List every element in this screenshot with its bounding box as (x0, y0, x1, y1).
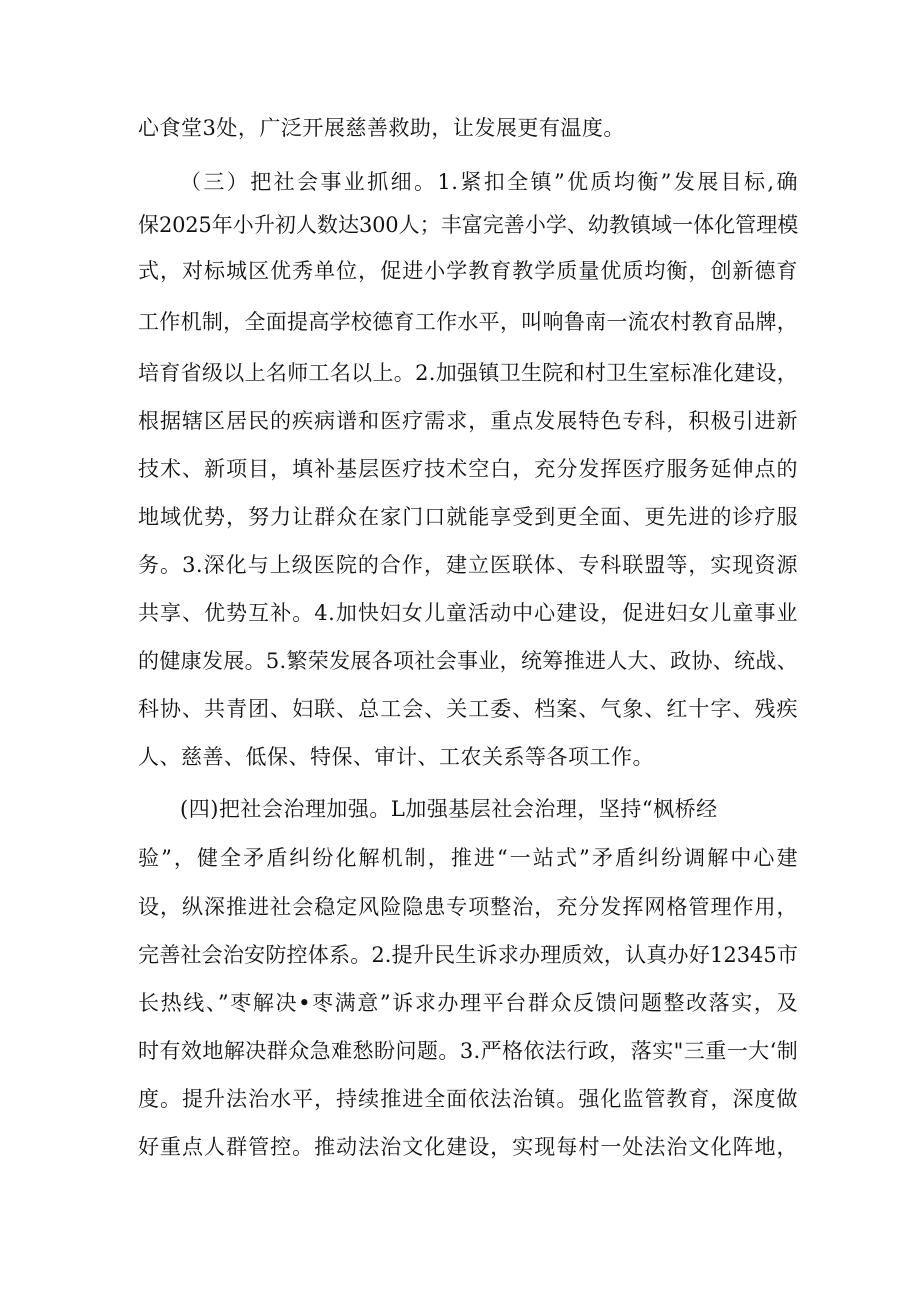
text-line: 度。提升法治水平，持续推进全面依法治镇。强化监管教育，深度做 (138, 1087, 798, 1111)
text-line: 好重点人群管控。推动法治文化建设，实现每村一处法治文化阵地， (138, 1135, 798, 1159)
text-line: 人、慈善、低保、特保、审计、工农关系等各项工作。 (138, 745, 654, 769)
text-line: 务。3.深化与上级医院的合作，建立医联体、专科联盟等，实现资源 (138, 553, 798, 577)
text-line: 长热线、”枣解决•枣满意”诉求办理平台群众反馈问题整改落实，及 (138, 991, 798, 1015)
text-line: (四)把社会治理加强。L加强基层社会治理，坚持“枫桥经 (180, 797, 718, 821)
text-line: 技术、新项目，填补基层医疗技术空白，充分发挥医疗服务延伸点的 (138, 457, 798, 481)
text-line: 共享、优势互补。4.加快妇女儿童活动中心建设，促进妇女儿童事业 (138, 601, 798, 625)
text-line: 式，对标城区优秀单位，促进小学教育教学质量优质均衡，创新德育 (138, 259, 798, 283)
text-line: 根据辖区居民的疾病谱和医疗需求，重点发展特色专科，积极引进新 (138, 409, 798, 433)
text-line: 心食堂3处，广泛开展慈善救助，让发展更有温度。 (138, 116, 625, 140)
text-line: （三）把社会事业抓细。1.紧扣全镇”优质均衡”发展目标,确 (180, 170, 798, 194)
text-line: 地域优势，努力让群众在家门口就能享受到更全面、更先进的诊疗服 (138, 505, 798, 529)
text-line: 工作机制，全面提高学校德育工作水平，叫响鲁南一流农村教育品牌， (138, 310, 798, 334)
text-line: 设，纵深推进社会稳定风险隐患专项整治，充分发挥网格管理作用， (138, 895, 798, 919)
text-line: 完善社会治安防控体系。2.提升民生诉求办理质效，认真办好12345市 (138, 943, 798, 967)
text-line: 培育省级以上名师工名以上。2.加强镇卫生院和村卫生室标准化建设， (138, 361, 798, 385)
text-line: 时有效地解决群众急难愁盼问题。3.严格依法行政，落实"三重一大‘制 (138, 1039, 798, 1063)
text-line: 的健康发展。5.繁荣发展各项社会事业，统筹推进人大、政协、统战、 (138, 649, 798, 673)
text-line: 验”，健全矛盾纠纷化解机制，推进“一站式”矛盾纠纷调解中心建 (138, 846, 798, 870)
text-line: 保2025年小升初人数达300人；丰富完善小学、幼教镇域一体化管理模 (138, 213, 798, 237)
text-line: 科协、共青团、妇联、总工会、关工委、档案、气象、红十字、残疾 (138, 697, 798, 721)
